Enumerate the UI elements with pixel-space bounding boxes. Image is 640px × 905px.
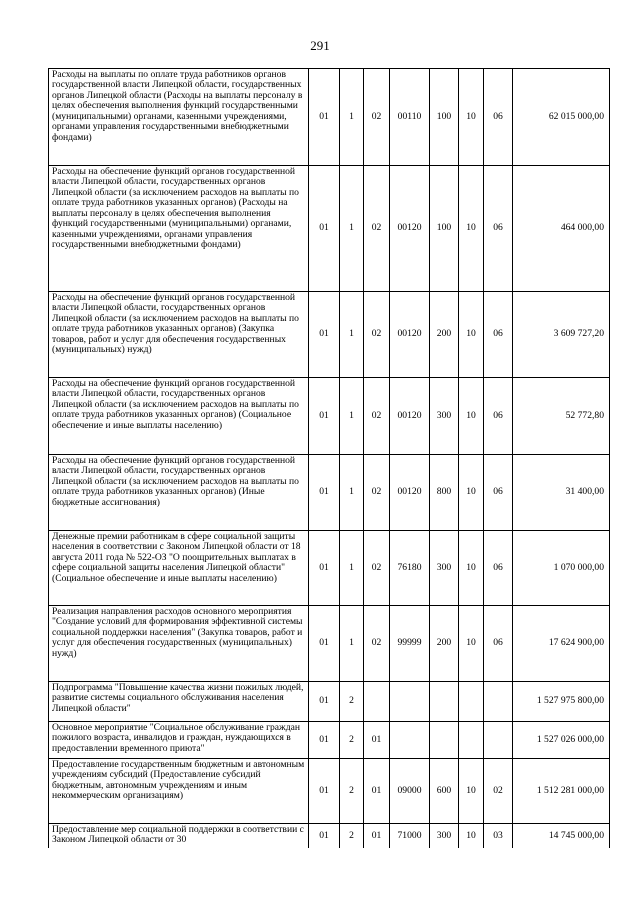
- subprogram-code: 1: [340, 378, 364, 455]
- budget-table: [48, 68, 610, 848]
- amount: 14 745 000,00: [513, 824, 610, 848]
- expense-type-code: 100: [430, 69, 459, 166]
- subprogram-code: 1: [340, 606, 364, 682]
- section-code: 10: [459, 531, 484, 606]
- subprogram-code: 1: [340, 69, 364, 166]
- row-description: Расходы на выплаты по оплате труда работников органов государственной власти Липецкой области, государственных органов Липецкой области (Расходы на выплаты персоналу в целях обеспечения выполнения функций государственными (муниципальными) органами, казенными учреждениями, органами управления государственными внебюджетными фондами): [49, 69, 309, 166]
- section-code: [459, 682, 484, 722]
- expense-direction-code: 00120: [390, 292, 430, 378]
- table-row: [49, 455, 610, 531]
- table-body: [49, 69, 610, 848]
- expense-type-code: [430, 722, 459, 759]
- section-code: [459, 722, 484, 759]
- expense-type-code: 200: [430, 606, 459, 682]
- main-activity-code: 02: [364, 455, 390, 531]
- expense-direction-code: [390, 682, 430, 722]
- subsection-code: 06: [484, 378, 513, 455]
- main-activity-code: 01: [364, 824, 390, 848]
- amount: 17 624 900,00: [513, 606, 610, 682]
- amount: 3 609 727,20: [513, 292, 610, 378]
- row-description: Расходы на обеспечение функций органов государственной власти Липецкой области, государственных органов Липецкой области (за исключением расходов на выплаты по оплате труда работников указанных органов) (Социальное обеспечение и иные выплаты населению): [49, 378, 309, 455]
- subsection-code: [484, 682, 513, 722]
- expense-type-code: 300: [430, 824, 459, 848]
- expense-type-code: 800: [430, 455, 459, 531]
- subsection-code: 06: [484, 69, 513, 166]
- subsection-code: 02: [484, 759, 513, 824]
- main-activity-code: 02: [364, 606, 390, 682]
- amount: 1 070 000,00: [513, 531, 610, 606]
- program-code: 01: [309, 378, 340, 455]
- row-description: Подпрограмма "Повышение качества жизни пожилых людей, развитие системы социального обслуживания населения Липецкой области": [49, 682, 309, 722]
- amount: 62 015 000,00: [513, 69, 610, 166]
- program-code: 01: [309, 166, 340, 292]
- program-code: 01: [309, 455, 340, 531]
- expense-direction-code: [390, 722, 430, 759]
- section-code: 10: [459, 455, 484, 531]
- amount: 1 527 026 000,00: [513, 722, 610, 759]
- section-code: 10: [459, 292, 484, 378]
- amount: 1 527 975 800,00: [513, 682, 610, 722]
- section-code: 10: [459, 606, 484, 682]
- expense-type-code: 200: [430, 292, 459, 378]
- expense-type-code: [430, 682, 459, 722]
- row-description: Денежные премии работникам в сфере социальной защиты населения в соответствии с Законом Липецкой области от 18 августа 2011 года № 522-ОЗ "О поощрительных выплатах в сфере социальной защиты населения Липецкой области" (Социальное обеспечение и иные выплаты населению): [49, 531, 309, 606]
- row-description: Предоставление государственным бюджетным и автономным учреждениям субсидий (Предоставление субсидий бюджетным, автономным учреждениям и иным некоммерческим организациям): [49, 759, 309, 824]
- expense-direction-code: 71000: [390, 824, 430, 848]
- table-row: [49, 824, 610, 848]
- main-activity-code: [364, 682, 390, 722]
- row-description: Реализация направления расходов основного мероприятия "Создание условий для формирования эффективной системы социальной поддержки населения" (Закупка товаров, работ и услуг для обеспечения государственных (муниципальных) нужд): [49, 606, 309, 682]
- table-row: [49, 531, 610, 606]
- expense-direction-code: 00110: [390, 69, 430, 166]
- table-row: [49, 166, 610, 292]
- subsection-code: [484, 722, 513, 759]
- subsection-code: 06: [484, 531, 513, 606]
- program-code: 01: [309, 531, 340, 606]
- main-activity-code: 02: [364, 292, 390, 378]
- row-description: Расходы на обеспечение функций органов государственной власти Липецкой области, государственных органов Липецкой области (за исключением расходов на выплаты по оплате труда работников указанных органов) (Иные бюджетные ассигнования): [49, 455, 309, 531]
- main-activity-code: 02: [364, 69, 390, 166]
- table-row: [49, 378, 610, 455]
- program-code: 01: [309, 682, 340, 722]
- subprogram-code: 1: [340, 531, 364, 606]
- table-row: [49, 759, 610, 824]
- main-activity-code: 02: [364, 531, 390, 606]
- subprogram-code: 1: [340, 166, 364, 292]
- program-code: 01: [309, 824, 340, 848]
- subprogram-code: 1: [340, 455, 364, 531]
- program-code: 01: [309, 69, 340, 166]
- section-code: 10: [459, 824, 484, 848]
- subprogram-code: 2: [340, 824, 364, 848]
- subsection-code: 06: [484, 455, 513, 531]
- expense-type-code: 100: [430, 166, 459, 292]
- program-code: 01: [309, 606, 340, 682]
- program-code: 01: [309, 292, 340, 378]
- main-activity-code: 01: [364, 722, 390, 759]
- row-description: Расходы на обеспечение функций органов государственной власти Липецкой области, государственных органов Липецкой области (за исключением расходов на выплаты по оплате труда работников указанных органов) (Закупка товаров, работ и услуг для обеспечения государственных (муниципальных) нужд): [49, 292, 309, 378]
- subsection-code: 06: [484, 292, 513, 378]
- page-number: 291: [310, 38, 330, 53]
- section-code: 10: [459, 69, 484, 166]
- table-row: [49, 292, 610, 378]
- amount: 464 000,00: [513, 166, 610, 292]
- subprogram-code: 2: [340, 759, 364, 824]
- subprogram-code: 2: [340, 682, 364, 722]
- section-code: 10: [459, 759, 484, 824]
- table-row: [49, 722, 610, 759]
- expense-type-code: 300: [430, 531, 459, 606]
- subsection-code: 06: [484, 166, 513, 292]
- subprogram-code: 1: [340, 292, 364, 378]
- expense-type-code: 300: [430, 378, 459, 455]
- expense-direction-code: 00120: [390, 166, 430, 292]
- table-row: [49, 606, 610, 682]
- main-activity-code: 01: [364, 759, 390, 824]
- expense-direction-code: 00120: [390, 378, 430, 455]
- row-description: Основное мероприятие "Социальное обслуживание граждан пожилого возраста, инвалидов и граждан, нуждающихся в предоставлении временного приюта": [49, 722, 309, 759]
- amount: 1 512 281 000,00: [513, 759, 610, 824]
- expense-direction-code: 99999: [390, 606, 430, 682]
- expense-direction-code: 00120: [390, 455, 430, 531]
- row-description: Предоставление мер социальной поддержки в соответствии с Законом Липецкой области от 30: [49, 824, 309, 848]
- expense-direction-code: 09000: [390, 759, 430, 824]
- subsection-code: 06: [484, 606, 513, 682]
- expense-type-code: 600: [430, 759, 459, 824]
- expense-direction-code: 76180: [390, 531, 430, 606]
- main-activity-code: 02: [364, 166, 390, 292]
- row-description: Расходы на обеспечение функций органов государственной власти Липецкой области, государственных органов Липецкой области (за исключением расходов на выплаты по оплате труда работников указанных органов) (Расходы на выплаты персоналу в целях обеспечения выполнения функций государственными (муниципальными) органами, казенными учреждениями, органами управления государственными внебюджетными фондами): [49, 166, 309, 292]
- section-code: 10: [459, 166, 484, 292]
- section-code: 10: [459, 378, 484, 455]
- table-row: [49, 69, 610, 166]
- table-row: [49, 682, 610, 722]
- main-activity-code: 02: [364, 378, 390, 455]
- program-code: 01: [309, 759, 340, 824]
- subsection-code: 03: [484, 824, 513, 848]
- amount: 52 772,80: [513, 378, 610, 455]
- amount: 31 400,00: [513, 455, 610, 531]
- program-code: 01: [309, 722, 340, 759]
- subprogram-code: 2: [340, 722, 364, 759]
